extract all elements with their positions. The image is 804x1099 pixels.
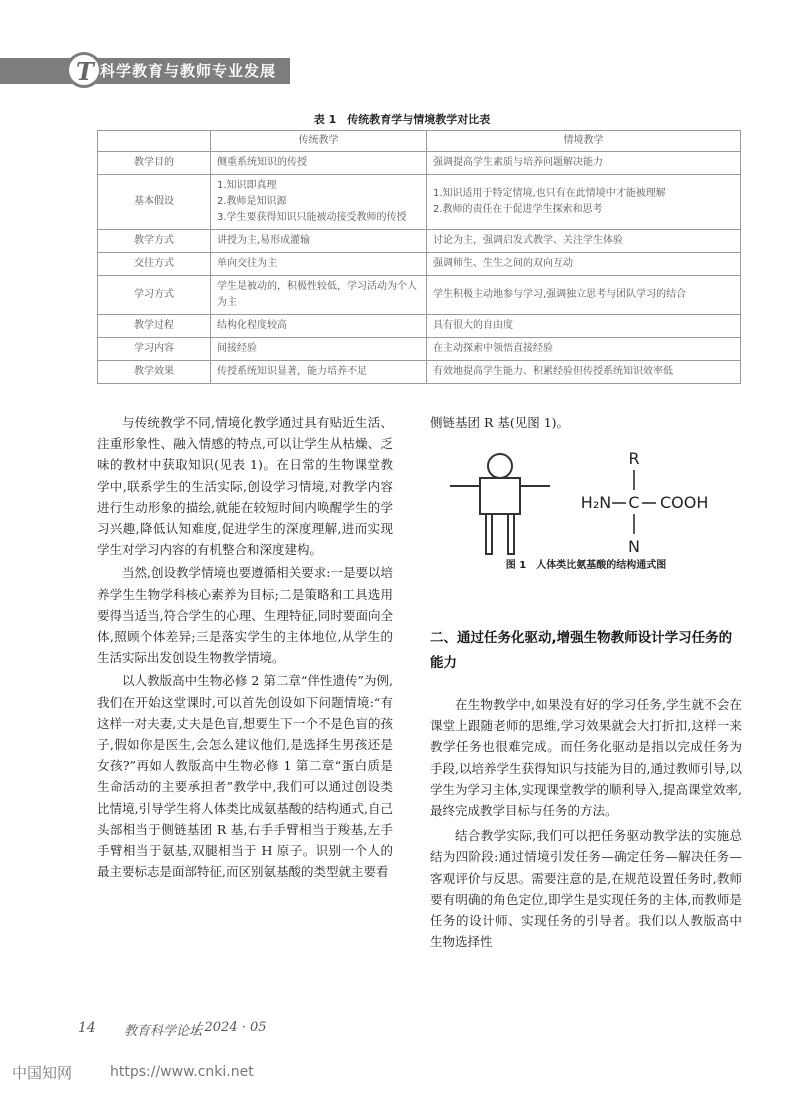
table-row-key: 交往方式 [98,253,211,276]
table-row-key: 学习方式 [98,276,211,315]
table-row-key: 教学过程 [98,315,211,338]
section-header-title: 科学教育与教师专业发展 [100,62,277,80]
figure-head [488,454,512,478]
table-row-key: 基本假设 [98,175,211,230]
cell-line: 1.知识适用于特定情境,也只有在此情境中才能被理解 [433,188,666,199]
cnki-url-link[interactable]: https://www.cnki.net [110,1064,254,1080]
table-row-key: 教学目的 [98,152,211,175]
cell-line: 强调提高学生素质与培养问题解决能力 [433,157,603,168]
table-header-cell [98,131,211,152]
cell-line: 结构化程度较高 [217,320,287,331]
cell-line: 2.教师的责任在于促进学生探索和思考 [433,204,603,215]
formula-amine: H₂N [580,493,612,512]
table-row [98,276,741,315]
cell-situational [427,276,741,315]
cell-line: 单向交往为主 [217,258,277,269]
paragraph: 当然,创设教学情境也要遵循相关要求:一是要以培养学生生物学科核心素养为目标;二是策略和工具选用要得当适当,符合学生的心理、生理特征,同时要面向全体,照顾个体差异;三是落实学生的主体地位,从学生的生活实际出发创设生物教学情境。 [97,565,393,666]
formula-carboxyl: COOH [660,493,709,512]
right-column-top [430,412,742,433]
section-title: 二、通过任务化驱动,增强生物教师设计学习任务的能力 [430,630,733,671]
cell-line: 强调师生、生生之间的双向互动 [433,258,573,269]
cell-line: 2.教师是知识源 [217,196,287,207]
human-stick-figure [450,454,550,554]
formula-r: R [628,449,640,468]
issue-date: / 2024 · 05 [196,1020,267,1035]
table-row-key: 教学效果 [98,361,211,384]
cell-traditional [211,253,427,276]
table-row [98,361,741,384]
page-number: 14 [78,1020,96,1036]
table-row [98,315,741,338]
cell-line: 1.知识即真理 [217,180,277,191]
cell-line: 传授系统知识显著，能力培养不足 [217,366,367,377]
formula-carbon: C [628,493,640,512]
table-header-cell: 传统教学 [211,131,427,152]
cell-traditional [211,361,427,384]
cell-situational [427,315,741,338]
cell-traditional [211,175,427,230]
cell-traditional [211,230,427,253]
cnki-logo: 中国知网 [12,1064,73,1082]
figure-right-leg [508,514,514,554]
cell-line: 间接经验 [217,343,257,354]
paragraph: 结合教学实际,我们可以把任务驱动教学法的实施总结为四阶段:通过情境引发任务—确定任务—解决任务—客观评价与反思。需要注意的是,在规范设置任务时,教师要有明确的角色定位,即学生是实现任务的主体,而教师是任务的设计师、实现任务的引导者。我们以人教版高中生物选择性 [430,828,742,950]
cell-traditional [211,338,427,361]
table-header-row [98,131,741,152]
cell-situational [427,152,741,175]
cell-line: 学生是被动的，积极性较低，学习活动为个人为主 [217,281,417,308]
cell-situational [427,361,741,384]
cell-traditional [211,152,427,175]
journal-logo-icon [66,52,102,88]
table-caption: 表 1 传统教育学与情境教学对比表 [313,113,491,126]
figure-left-leg [486,514,492,554]
figure-caption: 图 1 人体类比氨基酸的结构通式图 [505,560,667,571]
cell-line: 侧重系统知识的传授 [217,157,307,168]
logo-letter: T [76,57,94,86]
cell-situational [427,338,741,361]
left-column [97,412,393,882]
table-header-cell: 情境教学 [427,131,741,152]
cell-situational [427,253,741,276]
paragraph: 侧链基团 R 基(见图 1)。 [430,415,570,430]
cell-line: 3.学生要获得知识只能被动接受教师的传授 [217,212,407,223]
table-row [98,230,741,253]
figure-body [480,478,520,514]
cell-line: 在主动探索中领悟直接经验 [433,343,553,354]
cell-situational [427,175,741,230]
cell-line: 讲授为主,易形成灌输 [217,235,311,246]
comparison-table [97,130,741,384]
cell-line: 讨论为主，强调启发式教学、关注学生体验 [433,235,623,246]
paragraph: 与传统教学不同,情境化教学通过具有贴近生活、注重形象性、融入情感的特点,可以让学生从枯燥、乏味的教材中获取知识(见表 1)。在日常的生物课堂教学中,联系学生的生活实际,创设学习情境,对教学内容进行生动形象的描绘,就能在较短时间内唤醒学生的学习兴趣,降低认知难度,促进学生的深度理解,进而实现学生对学习内容的有机整合和深度建构。 [97,415,393,558]
table-row [98,253,741,276]
paragraph: 在生物教学中,如果没有好的学习任务,学生就不会在课堂上跟随老师的思维,学习效果就会大打折扣,这样一来教学任务也很难完成。而任务化驱动是指以完成任务为手段,以培养学生获得知识与技能为目的,通过教师引导,以学生为学习主体,实现课堂教学的顺利导入,提高课堂效率,最终完成教学目标与任务的方法。 [430,697,742,819]
table-row [98,338,741,361]
table-row [98,152,741,175]
paragraph: 以人教版高中生物必修 2 第二章“伴性遗传”为例,我们在开始这堂课时,可以首先创设如下问题情境:“有这样一对夫妻,丈夫是色盲,想要生下一个不是色盲的孩子,假如你是医生,会怎么建议他们,是选择生男孩还是女孩?”再如人教版高中生物必修 1 第二章“蛋白质是生命活动的主要承担者”教学中,我们可以通过创设类比情境,引导学生将人体类比成氨基酸的结构通式,自己头部相当于侧链基团 R 基,右手手臂相当于羧基,左手手臂相当于氨基,双腿相当于 H 原子。识别一个人的最主要标志是面部特征,而区别氨基酸的类型就主要看 [97,673,393,880]
cell-traditional [211,315,427,338]
table-row-key: 教学方式 [98,230,211,253]
right-column-body [430,694,742,952]
journal-name: 教育科学论坛 [124,1024,203,1039]
formula-bottom: N [628,537,640,556]
cell-line: 学生积极主动地参与学习,强调独立思考与团队学习的结合 [433,289,687,300]
table-row [98,175,741,230]
cell-line: 具有很大的自由度 [433,320,513,331]
amino-acid-formula [581,449,709,556]
cell-traditional [211,276,427,315]
cell-situational [427,230,741,253]
cell-line: 有效地提高学生能力、积累经验但传授系统知识效率低 [433,366,673,377]
table-row-key: 学习内容 [98,338,211,361]
